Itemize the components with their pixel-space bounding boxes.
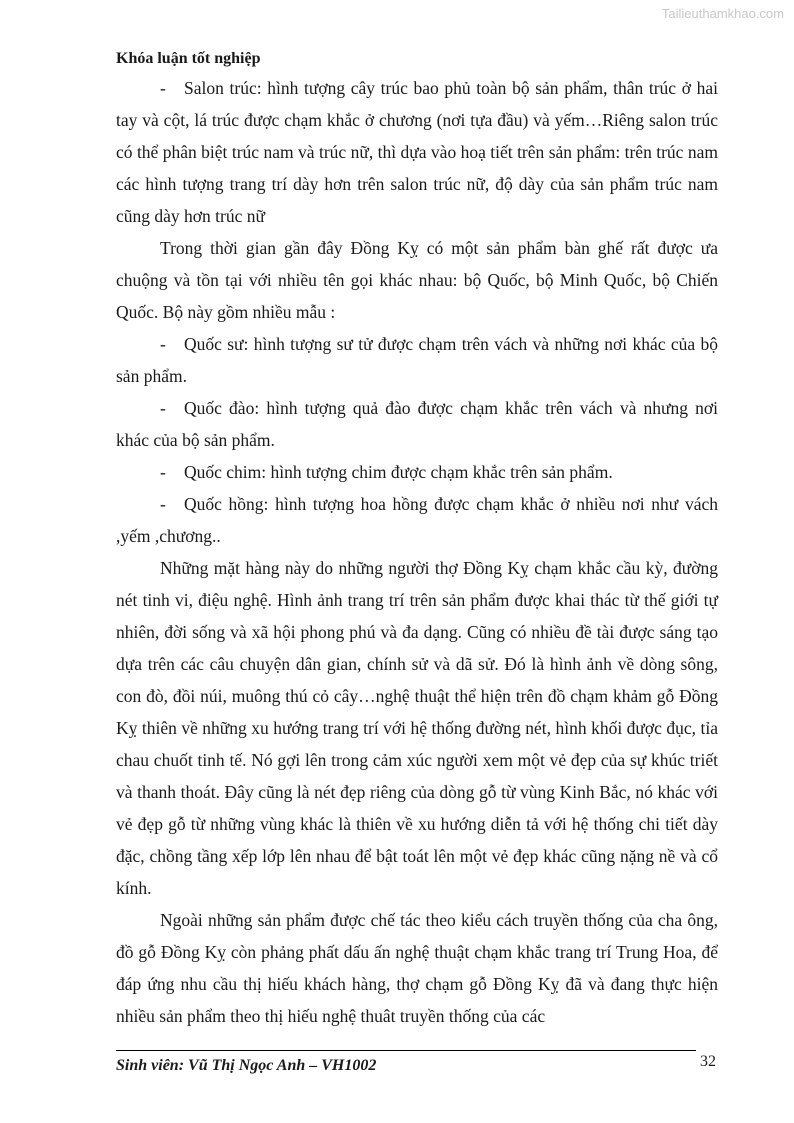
- bullet-paragraph: [116, 72, 718, 232]
- page-number: 32: [700, 1053, 716, 1070]
- paragraph-text: Quốc đào: hình tượng quả đào được chạm khắc trên vách và nhưng nơi khác của bộ sản phẩm.: [116, 398, 718, 450]
- footer-student: Sinh viên: Vũ Thị Ngọc Anh – VH1002: [116, 1057, 377, 1074]
- paragraph-text: Quốc sư: hình tượng sư tử được chạm trên vách và những nơi khác của bộ sản phẩm.: [116, 334, 718, 386]
- bullet-paragraph: [116, 488, 718, 552]
- paragraph: [116, 904, 718, 1032]
- page-header: Khóa luận tốt nghiệp: [116, 50, 261, 67]
- paragraph-text: Trong thời gian gần đây Đồng Kỵ có một sản phẩm bàn ghế rất được ưa chuộng và tồn tại với nhiều tên gọi khác nhau: bộ Quốc, bộ Minh Quốc, bộ Chiến Quốc. Bộ này gồm nhiều mẫu :: [116, 238, 718, 322]
- bullet-dash: -: [160, 462, 166, 482]
- paragraph-text: Salon trúc: hình tượng cây trúc bao phủ toàn bộ sản phẩm, thân trúc ở hai tay và cột, lá trúc được chạm khắc ở chương (nơi tựa đầu) và yếm…Riêng salon trúc có thể phân biệt trúc nam và trúc nữ, thì dựa vào hoạ tiết trên sản phẩm: trên trúc nam các hình tượng trang trí dày hơn trên salon trúc nữ, độ dày của sản phẩm trúc nam cũng dày hơn trúc nữ: [116, 78, 718, 226]
- bullet-dash: -: [160, 78, 166, 98]
- paragraph-text: Những mặt hàng này do những người thợ Đồng Kỵ chạm khắc cầu kỳ, đường nét tinh vi, điệu nghệ. Hình ảnh trang trí trên sản phẩm được khai thác từ thế giới tự nhiên, đời sống và xã hội phong phú và đa dạng. Cũng có nhiều đề tài được sáng tạo dựa trên các câu chuyện dân gian, chính sử và dã sử. Đó là hình ảnh về dòng sông, con đò, đồi núi, muông thú cỏ cây…nghệ thuật thể hiện trên đồ chạm khảm gỗ Đồng Kỵ thiên về những xu hướng trang trí với hệ thống đường nét, hình khối được đục, tỉa chau chuốt tinh tế. Nó gợi lên trong cảm xúc người xem một vẻ đẹp của sự khúc triết và thanh thoát. Đây cũng là nét đẹp riêng của dòng gỗ từ vùng Kinh Bắc, nó khác với vẻ đẹp gỗ từ những vùng khác là thiên về xu hướng diễn tả với hệ thống chi tiết dày đặc, chồng tầng xếp lớp lên nhau để bật toát lên một vẻ đẹp khác cũng nặng nề và cổ kính.: [116, 558, 718, 898]
- watermark: Tailieuthamkhao.com: [661, 6, 784, 21]
- bullet-paragraph: [116, 392, 718, 456]
- paragraph: [116, 552, 718, 904]
- document-body: [116, 72, 718, 1032]
- bullet-dash: -: [160, 334, 166, 354]
- paragraph-text: Quốc chim: hình tượng chim được chạm khắc trên sản phẩm.: [184, 462, 613, 482]
- footer-divider: [116, 1050, 696, 1051]
- paragraph: [116, 232, 718, 328]
- paragraph-text: Quốc hồng: hình tượng hoa hồng được chạm khắc ở nhiều nơi như vách ,yếm ,chương..: [116, 494, 718, 546]
- bullet-dash: -: [160, 494, 166, 514]
- bullet-paragraph: [116, 328, 718, 392]
- bullet-dash: -: [160, 398, 166, 418]
- bullet-paragraph: [116, 456, 718, 488]
- paragraph-text: Ngoài những sản phẩm được chế tác theo kiểu cách truyền thống của cha ông, đồ gỗ Đồng Kỵ còn phảng phất dấu ấn nghệ thuật chạm khắc trang trí Trung Hoa, để đáp ứng nhu cầu thị hiếu khách hàng, thợ chạm gỗ Đồng Kỵ đã và đang thực hiện nhiều sản phẩm theo thị hiếu nghệ thuât truyền thống của các: [116, 910, 718, 1026]
